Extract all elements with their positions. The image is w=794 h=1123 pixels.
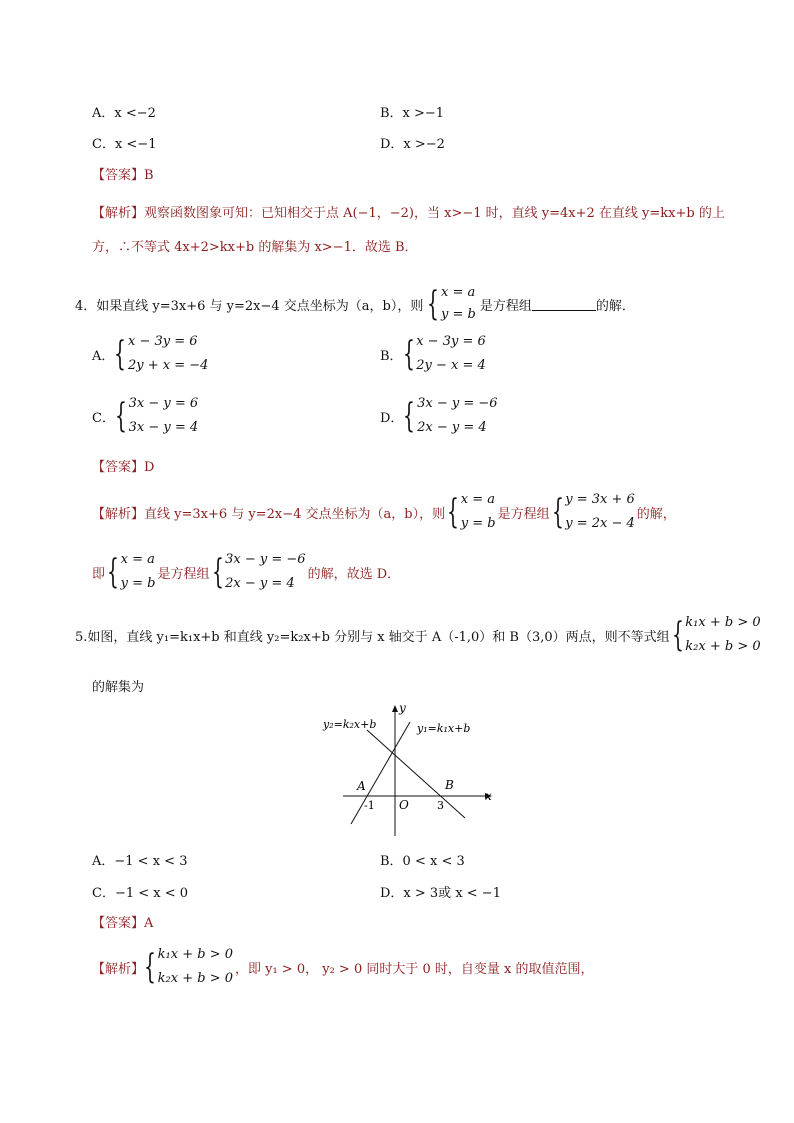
q4-analysis-text-1c: 的解，: [636, 506, 676, 522]
tick-3: 3: [437, 799, 444, 812]
q4-stem-system: [427, 282, 475, 326]
q3-analysis-line-2: 方，∴不等式 4x+2>kx+b 的解集为 x>−1．故选 B．: [92, 240, 418, 255]
q4-analysis-xy2-line-2: y = b: [120, 576, 156, 591]
q4-option-d-line-2: 2x − y = 4: [417, 420, 487, 435]
q5-option-a: A．−1 < x < 3: [92, 854, 188, 869]
q3-option-d: D．x >−2: [380, 137, 445, 152]
q3-analysis-line-1: [92, 202, 725, 221]
y-axis-arrow-icon: [392, 705, 398, 712]
q4-analysis-text-1a: 直线 y=3x+6 与 y=2x−4 交点坐标为（a，b），则: [144, 506, 446, 522]
q5-analysis-label: 【解析】: [92, 961, 145, 977]
q3-analysis-label: 【解析】: [92, 206, 145, 221]
q4-answer: 【答案】D: [92, 460, 155, 475]
q4-option-b-label: B．: [380, 348, 403, 364]
q4-option-a-line-1: x − 3y = 6: [128, 334, 198, 349]
q4-analysis-text-1b: 是方程组: [497, 506, 550, 522]
q3-analysis-text-1: 观察函数图象可知：已知相交于点 A(−1，−2)，当 x>−1 时，直线 y=4x+2 在直线 y=kx+b 的上: [144, 206, 725, 221]
brace-icon: {: [551, 492, 564, 532]
q3-option-b: B．x >−1: [380, 106, 445, 121]
q4-option-d-label: D．: [380, 410, 404, 426]
q5-answer: 【答案】A: [92, 916, 154, 931]
q4-analysis-optd-line-2: 2x − y = 4: [225, 576, 295, 591]
q4-stem: [75, 282, 635, 326]
q5-stem-text-a: 5.如图，直线 y₁=k₁x+b 和直线 y₂=k₂x+b 分别与 x 轴交于 A（-1,0）和 B（3,0）两点，则不等式组: [75, 629, 670, 645]
label-y: y: [399, 701, 406, 715]
q3-answer: 【答案】B: [92, 168, 154, 183]
line-y2: [367, 730, 465, 818]
label-x: x: [485, 789, 492, 803]
q4-option-b: [380, 330, 486, 378]
q4-analysis-line-1: [92, 488, 676, 536]
brace-icon: {: [114, 396, 127, 436]
brace-icon: {: [427, 284, 440, 324]
q5-analysis-system-line-2: k₂x + b > 0: [157, 971, 233, 986]
q5-analysis-system-line-1: k₁x + b > 0: [157, 947, 233, 962]
q4-option-d: [380, 392, 498, 440]
q4-analysis-text-2b: 是方程组: [157, 566, 210, 582]
q5-stem: [75, 611, 761, 659]
q4-analysis-xy-line-1: x = a: [460, 492, 496, 507]
label-b: B: [445, 778, 454, 792]
q4-analysis-optd-line-1: 3x − y = −6: [225, 552, 306, 567]
label-y1: y₁=k₁x+b: [417, 722, 471, 735]
q5-analysis: [92, 943, 593, 991]
q4-option-d-line-1: 3x − y = −6: [417, 396, 498, 411]
brace-icon: {: [403, 396, 416, 436]
q4-analysis-sys-line-1: y = 3x + 6: [565, 492, 635, 507]
q4-option-b-line-2: 2y − x = 4: [416, 358, 486, 373]
q4-option-c-line-2: 3x − y = 4: [128, 420, 199, 435]
q4-analysis-text-2c: 的解，故选 D．: [307, 566, 401, 582]
brace-icon: {: [114, 334, 127, 374]
q4-analysis-xy2-line-1: x = a: [120, 552, 155, 567]
q5-option-d: D．x > 3或 x < −1: [380, 886, 501, 901]
q5-stem-system-line-1: k₁x + b > 0: [685, 615, 761, 630]
q4-analysis-sys-line-2: y = 2x − 4: [565, 516, 635, 531]
q4-answer-blank: [532, 298, 596, 311]
q4-analysis-label: 【解析】: [92, 506, 145, 522]
brace-icon: {: [402, 334, 415, 374]
brace-icon: {: [107, 552, 119, 592]
q5-option-c: C．−1 < x < 0: [92, 886, 189, 901]
q4-option-c: [92, 392, 198, 440]
q5-stem-text-b: 的解集为: [92, 680, 145, 695]
q4-option-a-label: A．: [92, 348, 115, 364]
q5-analysis-text: ，即 y₁ > 0， y₂ > 0 同时大于 0 时，自变量 x 的取值范围，: [234, 961, 594, 977]
q4-option-a: [92, 330, 208, 378]
label-o: O: [399, 798, 409, 812]
q5-graph: [315, 700, 515, 850]
brace-icon: {: [671, 615, 684, 655]
q3-option-a: A．x <−2: [92, 106, 156, 121]
tick-neg1: -1: [364, 799, 375, 812]
q5-option-b: B．0 < x < 3: [380, 854, 465, 869]
q4-option-c-label: C．: [92, 410, 115, 426]
label-a: A: [357, 779, 366, 793]
q3-option-c: C．x <−1: [92, 137, 157, 152]
q4-analysis-text-2a: 即: [92, 566, 106, 582]
q4-stem-text-b: 是方程组: [479, 298, 532, 314]
q4-analysis-xy-line-2: y = b: [460, 516, 496, 531]
brace-icon: {: [144, 947, 156, 987]
label-y2: y₂=k₂x+b: [323, 718, 377, 731]
brace-icon: {: [447, 492, 460, 532]
q4-option-b-line-1: x − 3y = 6: [416, 334, 486, 349]
q4-option-a-line-2: 2y + x = −4: [128, 358, 209, 373]
q4-stem-text-a: 4．如果直线 y=3x+6 与 y=2x−4 交点坐标为（a，b），则: [75, 298, 424, 314]
q5-stem-system-line-2: k₂x + b > 0: [685, 639, 761, 654]
q4-stem-system-line-1: x = a: [441, 285, 476, 300]
brace-icon: {: [211, 552, 224, 592]
q4-analysis-line-2: [92, 548, 400, 596]
q4-option-c-line-1: 3x − y = 6: [128, 396, 199, 411]
q4-stem-system-line-2: y = b: [441, 307, 476, 322]
q4-stem-text-c: 的解．: [595, 298, 635, 314]
